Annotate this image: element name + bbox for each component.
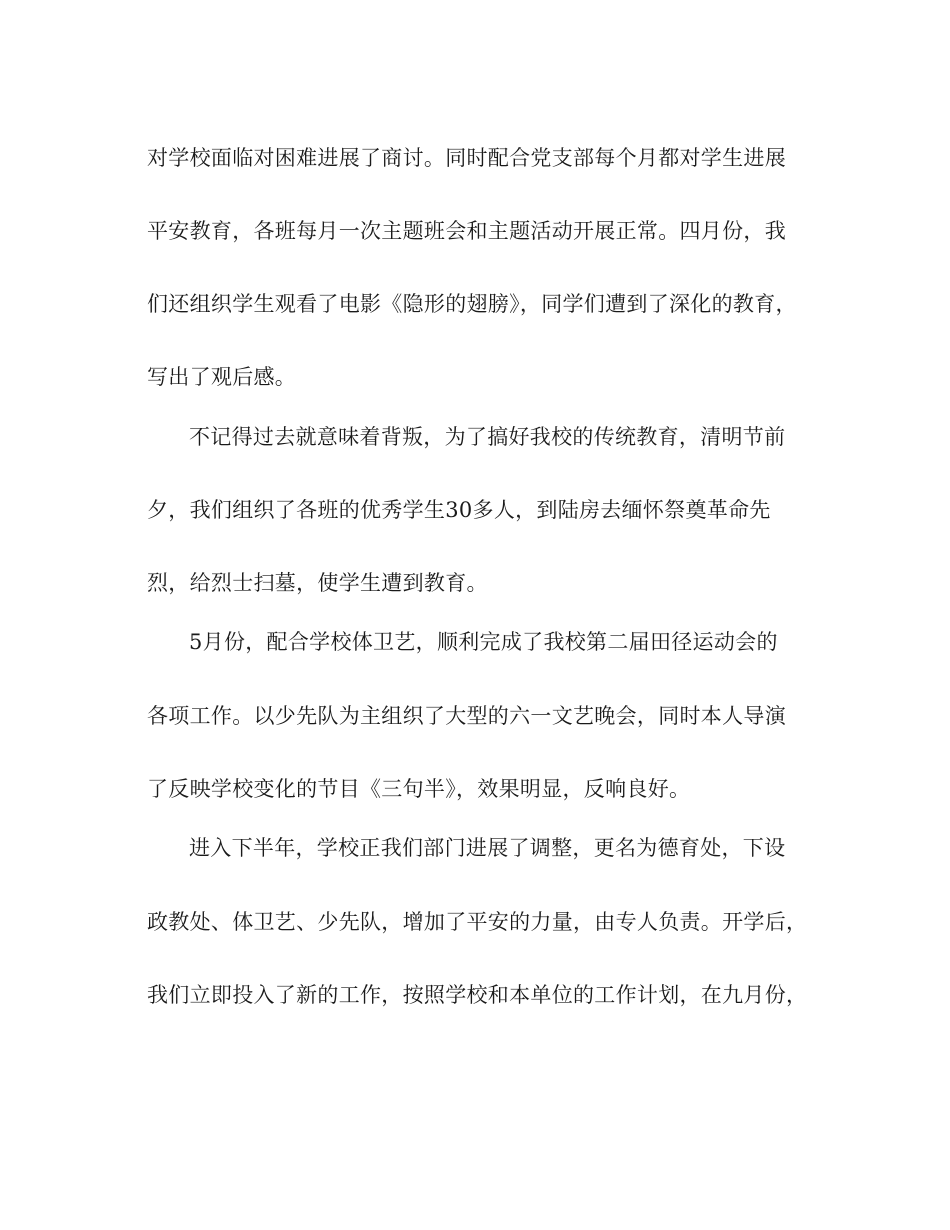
paragraph-first-line: 不记得过去就意味着背叛，为了搞好我校的传统教育，清明节前 — [189, 425, 786, 449]
text-line: 我们立即投入了新的工作，按照学校和本单位的工作计划，在九月份， — [147, 983, 808, 1007]
text-line: 平安教育，各班每月一次主题班会和主题活动开展正常。四月份，我 — [147, 219, 786, 243]
text-line: 烈，给烈士扫墓，使学生遭到教育。 — [147, 571, 488, 595]
text-line: 政教处、体卫艺、少先队，增加了平安的力量，由专人负责。开学后， — [147, 910, 808, 934]
text-line: 各项工作。以少先队为主组织了大型的六一文艺晚会，同时本人导演 — [147, 704, 786, 728]
text-line: 写出了观后感。 — [147, 365, 297, 389]
paragraph-first-line: 5月份，配合学校体卫艺，顺利完成了我校第二届田径运动会的 — [189, 630, 778, 654]
text-line: 对学校面临对困难进展了商讨。同时配合党支部每个月都对学生进展 — [147, 146, 786, 170]
text-line: 们还组织学生观看了电影《隐形的翅膀》，同学们遭到了深化的教育， — [147, 292, 797, 316]
text-line: 了反映学校变化的节目《三句半》，效果明显，反响良好。 — [147, 777, 691, 801]
paragraph-first-line: 进入下半年，学校正我们部门进展了调整，更名为德育处，下设 — [189, 836, 786, 860]
text-line: 夕，我们组织了各班的优秀学生30多人，到陆房去缅怀祭奠革命先 — [147, 498, 771, 522]
